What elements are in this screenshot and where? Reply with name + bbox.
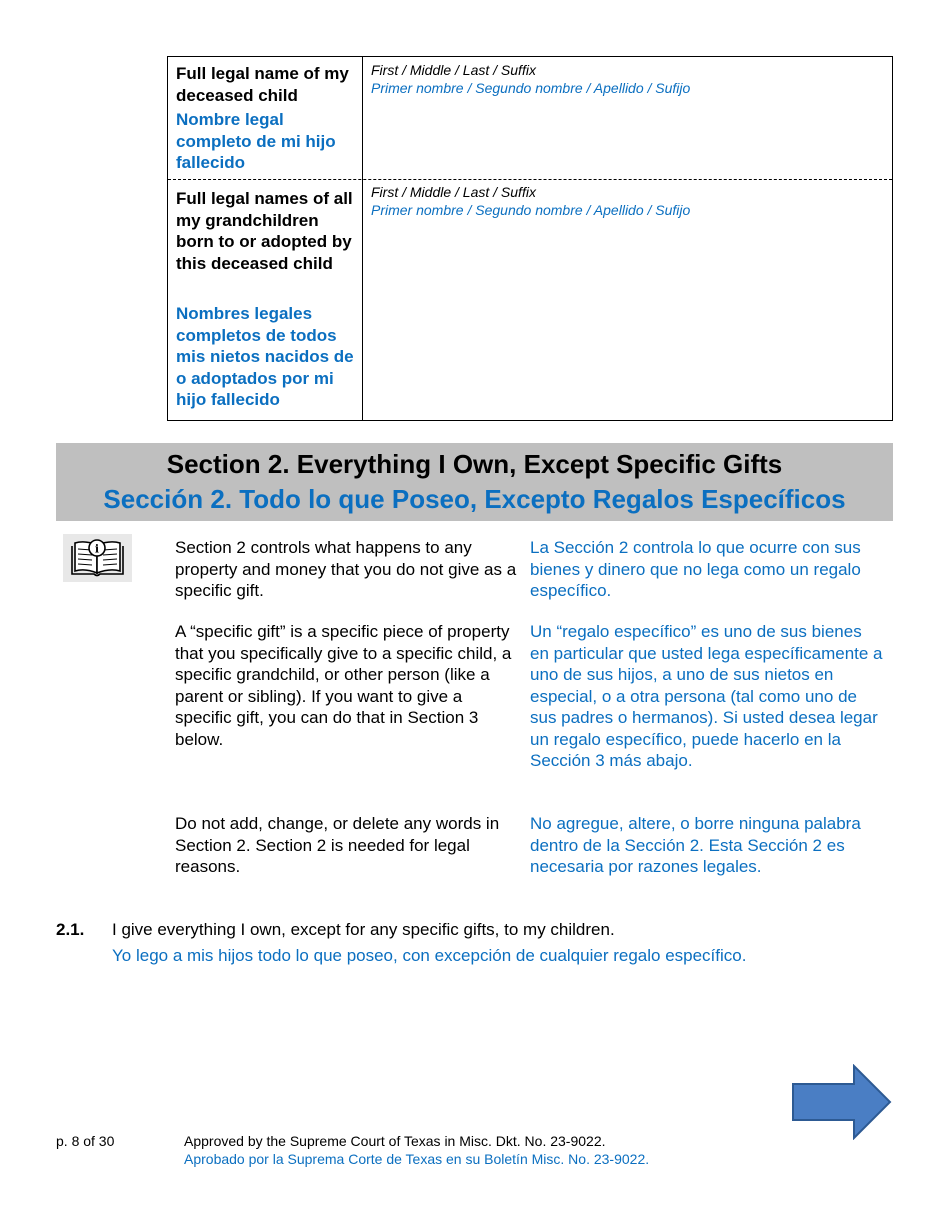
section-title-es: Sección 2. Todo lo que Poseo, Excepto Regalos Específicos <box>103 484 846 514</box>
deceased-child-label-es: Nombre legal completo de mi hijo fallecido <box>176 110 336 172</box>
name-hint-es: Primer nombre / Segundo nombre / Apellido / Sufijo <box>371 80 691 96</box>
svg-text:i: i <box>94 542 100 556</box>
name-hint-en: First / Middle / Last / Suffix <box>371 62 536 78</box>
grandchildren-label-es: Nombres legales completos de todos mis nietos nacidos de o adoptados por mi hijo fallecido <box>176 304 354 409</box>
grandchildren-names-field[interactable] <box>371 183 690 219</box>
item-text-en: I give everything I own, except for any specific gifts, to my children. <box>112 920 615 939</box>
item-number: 2.1. <box>56 920 85 939</box>
section-2-header <box>56 443 893 521</box>
approval-text-en: Approved by the Supreme Court of Texas in Misc. Dkt. No. 23-9022. <box>184 1133 606 1149</box>
deceased-child-table <box>167 56 893 421</box>
do-not-change-paragraph-es: No agregue, altere, o borre ninguna palabra dentro de la Sección 2. Esta Sección 2 es necesaria por razones legales. <box>530 814 861 876</box>
section-2-paragraph-en: Section 2 controls what happens to any property and money that you do not give as a specific gift. <box>175 538 517 600</box>
name-hint-en: First / Middle / Last / Suffix <box>371 184 536 200</box>
deceased-child-label-en: Full legal name of my deceased child <box>176 64 349 105</box>
item-text-es: Yo lego a mis hijos todo lo que poseo, con excepción de cualquier regalo específico. <box>112 946 747 965</box>
section-title-en: Section 2. Everything I Own, Except Specific Gifts <box>166 449 783 479</box>
table-row-deceased-child <box>168 57 892 180</box>
right-arrow-icon[interactable] <box>790 1064 894 1140</box>
specific-gift-paragraph-en: A “specific gift” is a specific piece of property that you specifically give to a specific child, a specific grandchild, or other person (like a parent or sibling). If you want to give a specific gift, you can do that in Section 3 below. <box>175 622 512 749</box>
deceased-child-name-field[interactable] <box>371 61 690 97</box>
do-not-change-paragraph-en: Do not add, change, or delete any words in Section 2. Section 2 is needed for legal reasons. <box>175 814 500 876</box>
approval-text-es: Aprobado por la Suprema Corte de Texas en su Boletín Misc. No. 23-9022. <box>184 1151 650 1167</box>
grandchildren-label-en: Full legal names of all my grandchildren born to or adopted by this deceased child <box>176 189 353 273</box>
specific-gift-paragraph-es: Un “regalo específico” es uno de sus bienes en particular que usted lega específicamente a uno de sus hijos, a uno de sus nietos en especial, o a otra persona (tal como uno de sus padres o hermanos). Si usted desea legar un regalo específico, puede hacerlo en la Sección 3 más abajo. <box>530 622 883 770</box>
name-hint-es: Primer nombre / Segundo nombre / Apellido / Sufijo <box>371 202 691 218</box>
table-row-grandchildren <box>168 179 892 420</box>
section-2-paragraph-es: La Sección 2 controla lo que ocurre con sus bienes y dinero que no lega como un regalo específico. <box>530 538 861 600</box>
page-number: p. 8 of 30 <box>56 1133 115 1149</box>
info-book-icon <box>63 534 132 582</box>
